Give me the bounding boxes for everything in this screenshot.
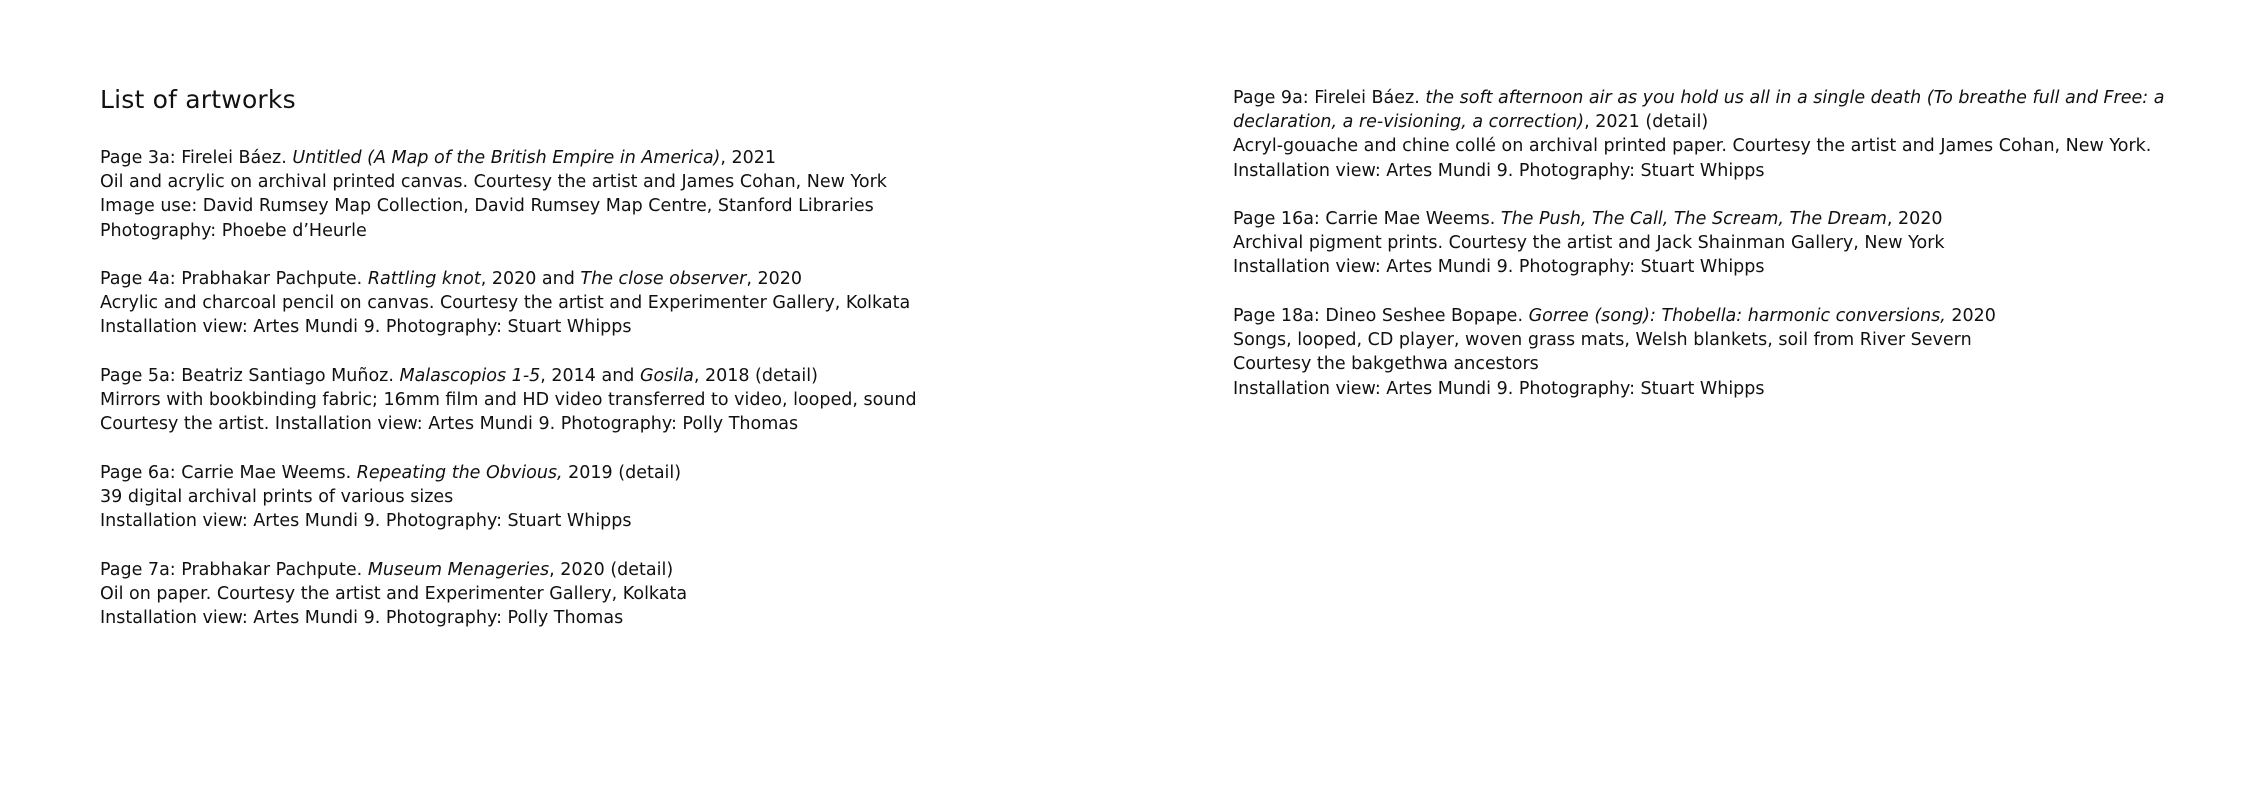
caption-line: 39 digital archival prints of various sizes — [100, 487, 454, 508]
artwork-title: Rattling knot — [367, 269, 481, 289]
caption-middle: , 2014 and — [540, 366, 640, 386]
caption-heading — [100, 364, 917, 388]
caption-line: Installation view: Artes Mundi 9. Photography: Stuart Whipps — [1233, 160, 1765, 181]
caption-heading — [100, 146, 887, 170]
caption-heading — [1233, 86, 2233, 134]
caption-prefix: Page 16a: Carrie Mae Weems. — [1233, 209, 1501, 229]
caption-line: Installation view: Artes Mundi 9. Photography: Stuart Whipps — [100, 511, 632, 532]
artwork-title-second: Gosila — [639, 366, 694, 386]
caption-prefix: Page 3a: Firelei Báez. — [100, 148, 293, 168]
caption-prefix: Page 9a: Firelei Báez. — [1233, 88, 1426, 108]
caption-line: Oil and acrylic on archival printed canvas. Courtesy the artist and James Cohan, New York — [100, 172, 887, 193]
caption-prefix: Page 4a: Prabhakar Pachpute. — [100, 269, 368, 289]
caption-date: , 2020 — [746, 269, 803, 289]
artwork-title: Gorree (song): Thobella: harmonic conversions, — [1528, 306, 1946, 326]
caption-heading — [1233, 207, 1945, 231]
artwork-entry-page-6a — [100, 461, 681, 534]
caption-heading — [1233, 304, 1996, 328]
artwork-entry-page-4a — [100, 267, 910, 340]
caption-heading — [100, 267, 910, 291]
artwork-title: Malascopios 1-5 — [399, 366, 541, 386]
caption-prefix: Page 7a: Prabhakar Pachpute. — [100, 560, 368, 580]
caption-date: 2020 — [1945, 306, 1996, 326]
caption-middle: , 2020 and — [480, 269, 581, 289]
artwork-entry-page-7a — [100, 558, 687, 631]
caption-prefix: Page 6a: Carrie Mae Weems. — [100, 463, 357, 483]
caption-line: Mirrors with bookbinding fabric; 16mm film and HD video transferred to video, looped, sound — [100, 390, 917, 411]
caption-line: Image use: David Rumsey Map Collection, David Rumsey Map Centre, Stanford Libraries — [100, 196, 874, 217]
artwork-entry-page-9a — [1233, 86, 2233, 183]
caption-prefix: Page 18a: Dineo Seshee Bopape. — [1233, 306, 1529, 326]
caption-date: , 2020 (detail) — [549, 560, 674, 580]
artwork-title: the soft afternoon air as you hold us all in a single death (To breathe full and Free: a declaration, a re-visioning, a correction) — [1233, 88, 2165, 133]
artwork-title: Repeating the Obvious, — [356, 463, 563, 483]
caption-heading — [100, 461, 681, 485]
caption-line: Installation view: Artes Mundi 9. Photography: Stuart Whipps — [1233, 257, 1765, 278]
page-title: List of artworks — [100, 85, 296, 114]
caption-date: , 2021 (detail) — [1584, 112, 1709, 133]
caption-date: , 2020 — [1886, 209, 1943, 229]
artwork-title: Untitled (A Map of the British Empire in America) — [292, 148, 721, 168]
caption-heading — [100, 558, 687, 582]
caption-line: Installation view: Artes Mundi 9. Photography: Stuart Whipps — [100, 317, 632, 338]
artwork-title-second: The close observer — [580, 269, 747, 289]
caption-date: , 2021 — [720, 148, 777, 168]
caption-line: Installation view: Artes Mundi 9. Photography: Polly Thomas — [100, 608, 624, 629]
caption-line: Oil on paper. Courtesy the artist and Experimenter Gallery, Kolkata — [100, 584, 688, 605]
artwork-entry-page-18a — [1233, 304, 1996, 401]
caption-date: 2019 (detail) — [562, 463, 682, 483]
artwork-entry-page-3a — [100, 146, 887, 243]
artwork-title: Museum Menageries — [367, 560, 550, 580]
artwork-entry-page-16a — [1233, 207, 1945, 280]
caption-line: Courtesy the artist. Installation view: Artes Mundi 9. Photography: Polly Thomas — [100, 414, 799, 435]
caption-line: Courtesy the bakgethwa ancestors — [1233, 354, 1539, 375]
artwork-entry-page-5a — [100, 364, 917, 437]
caption-line: Archival pigment prints. Courtesy the artist and Jack Shainman Gallery, New York — [1233, 233, 1945, 254]
caption-line: Installation view: Artes Mundi 9. Photography: Stuart Whipps — [1233, 378, 1765, 399]
caption-line: Photography: Phoebe d’Heurle — [100, 220, 367, 241]
caption-date: , 2018 (detail) — [693, 366, 818, 386]
artwork-title: The Push, The Call, The Scream, The Dream — [1500, 209, 1887, 229]
caption-line: Acrylic and charcoal pencil on canvas. Courtesy the artist and Experimenter Gallery, Kolkata — [100, 293, 911, 314]
caption-line: Songs, looped, CD player, woven grass mats, Welsh blankets, soil from River Severn — [1233, 330, 1972, 351]
caption-line: Acryl-gouache and chine collé on archival printed paper. Courtesy the artist and James Cohan, New York. — [1233, 136, 2152, 157]
caption-prefix: Page 5a: Beatriz Santiago Muñoz. — [100, 366, 400, 386]
